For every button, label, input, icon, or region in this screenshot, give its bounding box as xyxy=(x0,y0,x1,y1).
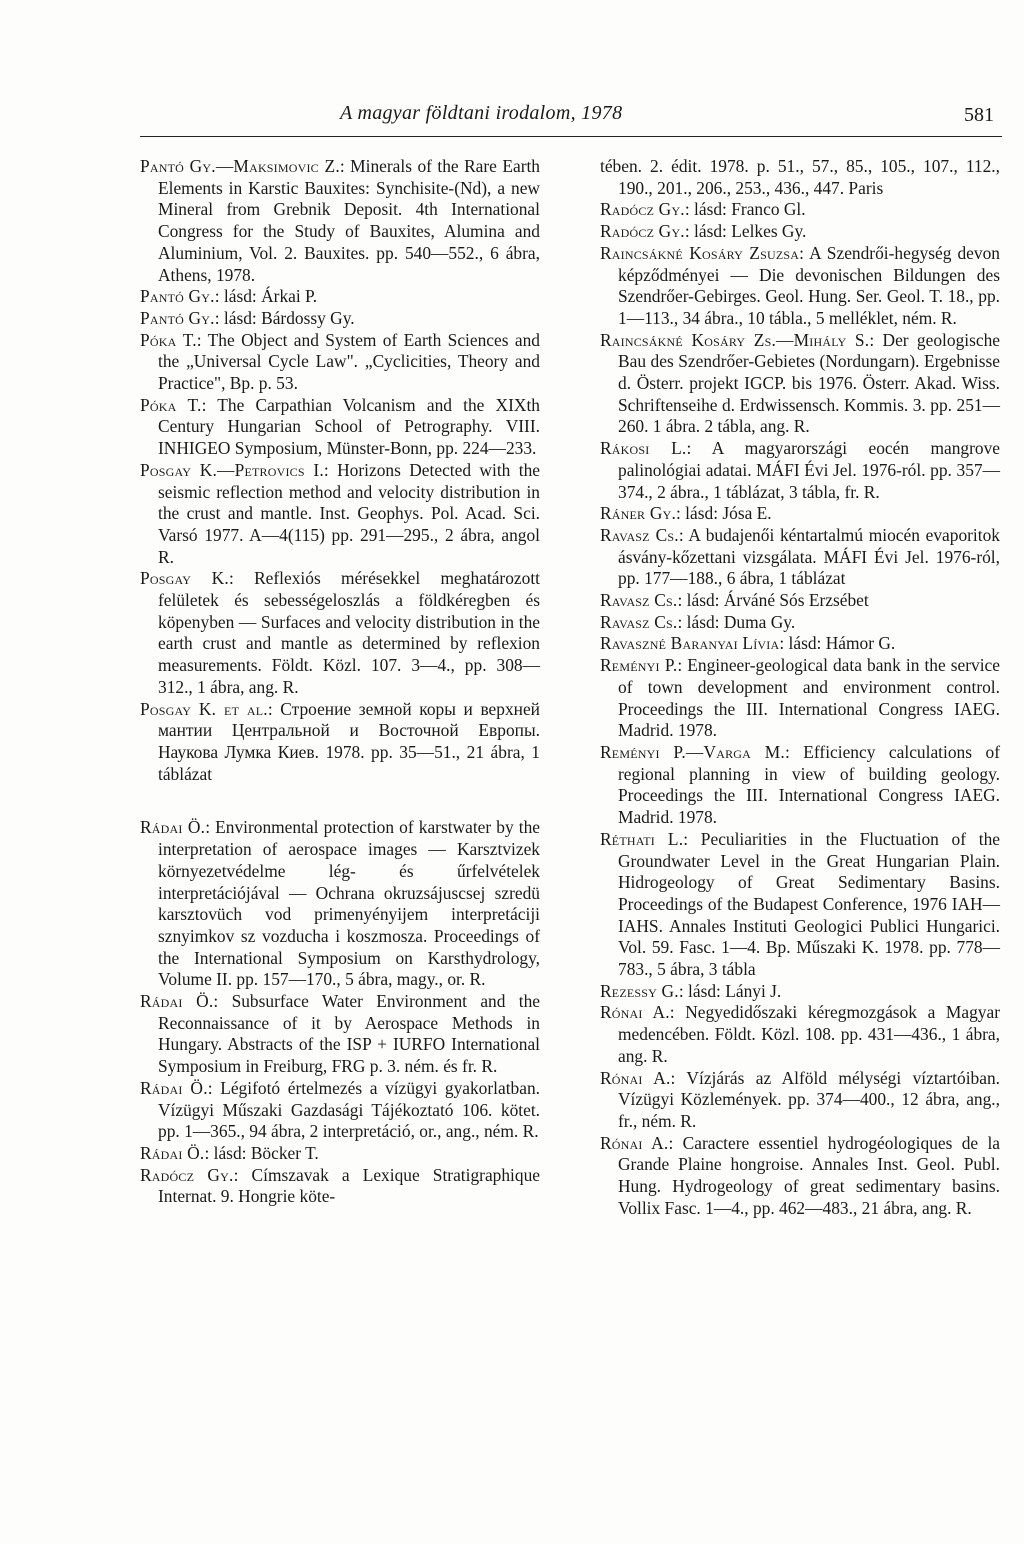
bibliography-entry xyxy=(600,655,1000,742)
bibliography-entry xyxy=(600,981,1000,1003)
entry-author: Ravaszné Baranyai Lívia xyxy=(600,633,780,654)
entry-author: Rákosi L. xyxy=(600,438,687,459)
entry-author: Posgay K. et al. xyxy=(140,698,268,719)
entry-text: : lásd: Lányi J. xyxy=(678,980,782,1001)
entry-text: : lásd: Hámor G. xyxy=(779,633,896,654)
bibliography-entry xyxy=(140,330,540,395)
entry-author: Pantó Gy. xyxy=(140,286,215,307)
bibliography-entry xyxy=(600,1133,1000,1220)
bibliography-entry xyxy=(140,568,540,698)
entry-author: Radócz Gy. xyxy=(600,199,685,220)
bibliography-entry xyxy=(140,460,540,569)
entry-author: Radócz Gy. xyxy=(600,221,685,242)
entry-author: Raincsákné Kosáry Zs.—Mihály S. xyxy=(600,329,870,350)
entry-text: : Horizons Detected with the seismic reflection method and velocity distribution in the crust and mantle. Inst. Geophys. Pol. Acad. Sci. Varsó 1977. A—4(115) pp. 291—295., 2 ábra, angol R. xyxy=(158,459,540,567)
bibliography-entry xyxy=(140,1165,540,1208)
entry-author: Posgay K.—Petrovics I. xyxy=(140,459,324,480)
bibliography-entry xyxy=(140,395,540,460)
entry-text: : lásd: Bárdossy Gy. xyxy=(214,307,355,328)
entry-text: : Caractere essentiel hydrogéologiques de la Grande Plaine hongroise. Annales Inst. Geol. Publ. Hung. Hydrogeology of great sedimentary basins. Vollix Fasc. 1—4., pp. 462—483., 21 ábra, ang. R. xyxy=(618,1132,1000,1218)
bibliography-entry xyxy=(600,156,1000,199)
entry-text: : The Carpathian Volcanism and the XIXth Century Hungarian School of Petrography. VIII. INHIGEO Symposium, Münster-Bonn, pp. 224—233. xyxy=(158,394,540,459)
bibliography-entry xyxy=(140,1078,540,1143)
entry-author: Rónai A. xyxy=(600,1067,671,1088)
entry-text: : lásd: Jósa E. xyxy=(676,503,772,524)
bibliography-entry xyxy=(140,286,540,308)
entry-text: : Reflexiós mérésekkel meghatározott felületek és sebességeloszlás a földkéregben és köpenyben — Surfaces and velocity distribution in the earth crust and mantle as determined by reflexion measurements. Földt. Közl. 107. 3—4., pp. 308—312., 1 ábra, ang. R. xyxy=(158,568,540,697)
bibliography-entry xyxy=(600,503,1000,525)
entry-text: : The Object and System of Earth Sciences and the „Universal Cycle Law". „Cyclicities, Theory and Practice", Bp. p. 53. xyxy=(158,329,540,394)
entry-author: Rezessy G. xyxy=(600,980,679,1001)
entry-author: Pantó Gy. xyxy=(140,307,215,328)
bibliography-entry xyxy=(140,156,540,286)
bibliography-entry xyxy=(600,221,1000,243)
entry-author: Póka T. xyxy=(140,394,202,415)
page-number: 581 xyxy=(964,104,994,126)
entry-text: : Címszavak a Lexique Stratigraphique Internat. 9. Hongrie köte- xyxy=(158,1164,541,1207)
entry-author: Rádai Ö. xyxy=(140,817,206,838)
entry-author: Ravasz Cs. xyxy=(600,590,678,611)
bibliography-entry xyxy=(600,1068,1000,1133)
bibliography-entry xyxy=(600,525,1000,590)
bibliography-entry xyxy=(140,817,540,991)
entry-text: : lásd: Böcker T. xyxy=(204,1142,319,1163)
entry-text: : A budajenői kéntartalmú miocén evaporitok ásvány-kőzettani vizsgálata. MÁFI Évi Jel. 1976-ról, pp. 177—188., 6 ábra, 1 táblázat xyxy=(618,524,1000,589)
entry-author: Reményi P.—Varga M. xyxy=(600,741,785,762)
entry-text: : Environmental protection of karstwater by the interpretation of aerospace images — Karsztvizek környezetvédelme lég- és űrfelvételek interpretációjával — Ochrana okruzsájuscsej szredü karsztovüch vod primenyényijem interpretáciji sznyimkov sz vozducha i koszmosza. Proceedings of the International Symposium on Karsthydrology, Volume II. pp. 157—170., 5 ábra, magy., or. R. xyxy=(158,817,540,990)
entry-author: Ravasz Cs. xyxy=(600,611,678,632)
bibliography-entry xyxy=(600,438,1000,503)
entry-text: : A Szendrői-hegység devon képződményei — Die devonischen Bildungen des Szendrőer-Gebirges. Geol. Hung. Ser. Geol. T. 18., pp. 1—113., 34 ábra., 10 tábla., 5 melléklet, ném. R. xyxy=(618,242,1000,328)
entry-author: Posgay K. xyxy=(140,568,229,589)
bibliography-entry xyxy=(600,590,1000,612)
entry-author: Rádai Ö. xyxy=(140,1077,208,1098)
entry-text: : Peculiarities in the Fluctuation of the Groundwater Level in the Great Hungarian Plain. Hidrogeology of Great Sedimentary Basins. Proceedings of the Budapest Conference, 1976 IAH—IAHS. Annales Instituti Geologici Publici Hungarici. Vol. 59. Fasc. 1—4. Bp. Műszaki K. 1978. pp. 778—783., 5 ábra, 3 tábla xyxy=(618,828,1000,980)
entry-text: : Der geologische Bau des Szendrőer-Gebietes (Nordungarn). Ergebnisse d. Österr. projekt IGCP. bis 1976. Österr. Akad. Wiss. Schriftenseihe d. Erdwissensch. Kommis. 3. pp. 251—260. 1 ábra. 2 tábla, ang. R. xyxy=(618,329,1000,437)
bibliography-entry xyxy=(140,308,540,330)
bibliography-entry xyxy=(140,991,540,1078)
entry-author: Raincsákné Kosáry Zsuzsa xyxy=(600,242,800,263)
bibliography-entry xyxy=(600,1002,1000,1067)
entry-text: : lásd: Duma Gy. xyxy=(677,611,796,632)
bibliography-entry xyxy=(600,243,1000,330)
entry-author: Ravasz Cs. xyxy=(600,524,679,545)
bibliography-entry xyxy=(140,1143,540,1165)
entry-author: Rónai A. xyxy=(600,1002,670,1023)
entry-text: : Efficiency calculations of regional planning in view of building geology. Proceedings the III. International Congress IAEG. Madrid. 1978. xyxy=(618,741,1000,828)
bibliography-entry xyxy=(600,612,1000,634)
entry-author: Rádai Ö. xyxy=(140,991,214,1012)
entry-author: Rádai Ö. xyxy=(140,1142,205,1163)
entry-author: Póka T. xyxy=(140,329,197,350)
left-column xyxy=(140,156,540,1208)
bibliography-entry xyxy=(600,199,1000,221)
bibliography-entry xyxy=(600,829,1000,981)
right-column xyxy=(600,156,1000,1219)
entry-text: tében. 2. édit. 1978. p. 51., 57., 85., 105., 107., 112., 190., 201., 206., 253., 436., 447. Paris xyxy=(600,156,1000,198)
bibliography-entry xyxy=(600,330,1000,439)
entry-text: : Légifotó értelmezés a vízügyi gyakorlatban. Vízügyi Műszaki Gazdasági Tájékoztató 106. kötet. pp. 1—365., 94 ábra, 2 interpretáció, or., ang., ném. R. xyxy=(158,1077,541,1142)
entry-author: Rónai A. xyxy=(600,1132,669,1153)
running-head xyxy=(140,96,1002,137)
entry-text: : lásd: Franco Gl. xyxy=(684,199,806,220)
bibliography-entry xyxy=(140,699,540,786)
bibliography-entry xyxy=(600,633,1000,655)
entry-text: : Строение земной коры и верхней мантии Центральной и Восточной Европы. Наукова Лумка Киев. 1978. pp. 35—51., 21 ábra, 1 táblázat xyxy=(158,698,540,784)
entry-author: Ráner Gy. xyxy=(600,503,676,524)
entry-text: : Negyedidőszaki kéregmozgások a Magyar medencében. Földt. Közl. 108. pp. 431—436., 1 ábra, ang. R. xyxy=(618,1002,1000,1066)
entry-text: : lásd: Lelkes Gy. xyxy=(684,221,807,242)
entry-author: Reményi P. xyxy=(600,655,678,676)
entry-text: : A magyarországi eocén mangrove palinológiai adatai. MÁFI Évi Jel. 1976-ról. pp. 357—374., 2 ábra., 1 táblázat, 3 tábla, fr. R. xyxy=(618,438,1001,502)
bibliography-entry xyxy=(600,742,1000,829)
entry-text: : lásd: Árváné Sós Erzsébet xyxy=(677,590,869,611)
entry-text: : Subsurface Water Environment and the Reconnaissance of it by Aerospace Methods in Hungary. Abstracts of the ISP + IURFO International Symposium in Freiburg, FRG p. 3. ném. és fr. R. xyxy=(158,991,540,1077)
entry-text: : Engineer-geological data bank in the service of town development and environment control. Proceedings the III. International Congress IAEG. Madrid. 1978. xyxy=(618,655,1000,741)
entry-author: Réthati L. xyxy=(600,828,684,849)
running-title: A magyar földtani irodalom, 1978 xyxy=(340,102,623,124)
entry-text: : Minerals of the Rare Earth Elements in Karstic Bauxites: Synchisite-(Nd), a new Mineral from Grebnik Deposit. 4th International Congress for the Study of Bauxites, Alumina and Aluminium, Vol. 2. Bauxites. pp. 540—552., 6 ábra, Athens, 1978. xyxy=(158,156,541,285)
entry-text: : lásd: Árkai P. xyxy=(214,286,318,307)
entry-author: Radócz Gy. xyxy=(140,1164,234,1185)
entry-author: Pantó Gy.—Maksimovic Z. xyxy=(140,156,340,176)
entry-text: : Vízjárás az Alföld mélységi víztartóiban. Vízügyi Közlemények. pp. 374—400., 12 ábra, ang., fr., ném. R. xyxy=(618,1067,1000,1131)
